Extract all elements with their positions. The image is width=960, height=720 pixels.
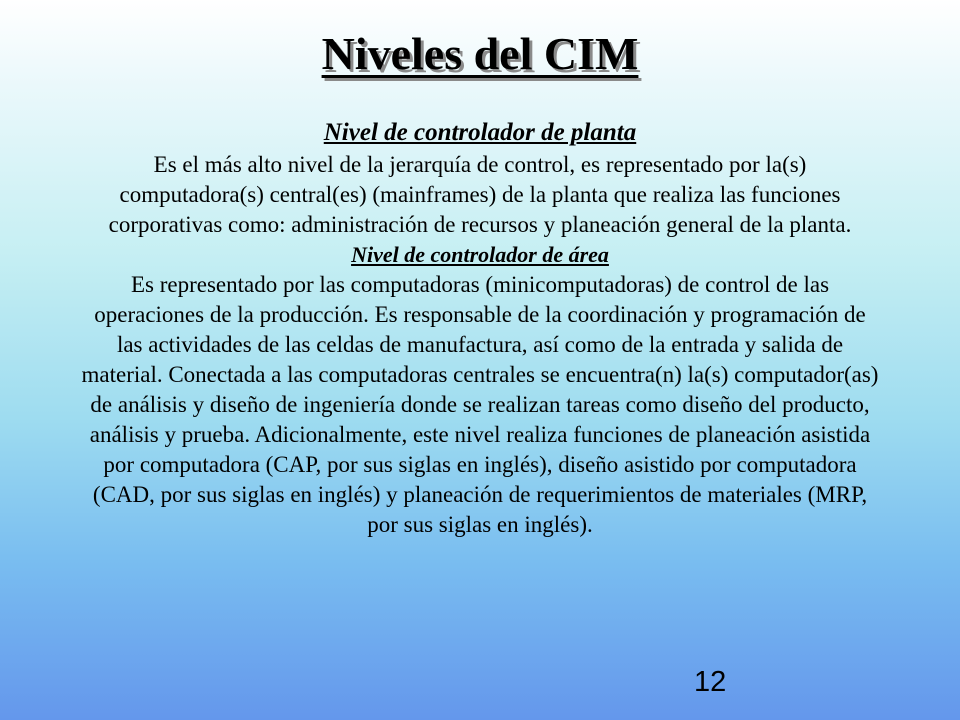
section-body-area-controller: Es representado por las computadoras (minicomputadoras) de control de las operaciones de la producción. Es responsable de la coordinación y programación de las actividades de las celdas de manufactura, así como de la entrada y salida de material. Conectada a las computadoras centrales se encuentra(n) la(s) computador(as) de análisis y diseño de ingeniería donde se realizan tareas como diseño del producto, análisis y prueba. Adicionalmente, este nivel realiza funciones de planeación asistida por computadora (CAP, por sus siglas en inglés), diseño asistido por computadora (CAD, por sus siglas en inglés) y planeación de requerimientos de materiales (MRP, por sus siglas en inglés). <box>81 272 879 537</box>
section-heading-plant-controller: Nivel de controlador de planta <box>323 119 637 146</box>
section-heading-area-controller: Nivel de controlador de área <box>351 242 609 267</box>
slide-content <box>80 116 880 540</box>
slide-title: Niveles del CIM <box>321 28 639 79</box>
section-body-plant-controller: Es el más alto nivel de la jerarquía de control, es representado por la(s) computadora(s) central(es) (mainframes) de la planta que realiza las funciones corporativas como: administración de recursos y planeación general de la planta. <box>108 152 852 237</box>
page-number: 12 <box>694 666 727 698</box>
